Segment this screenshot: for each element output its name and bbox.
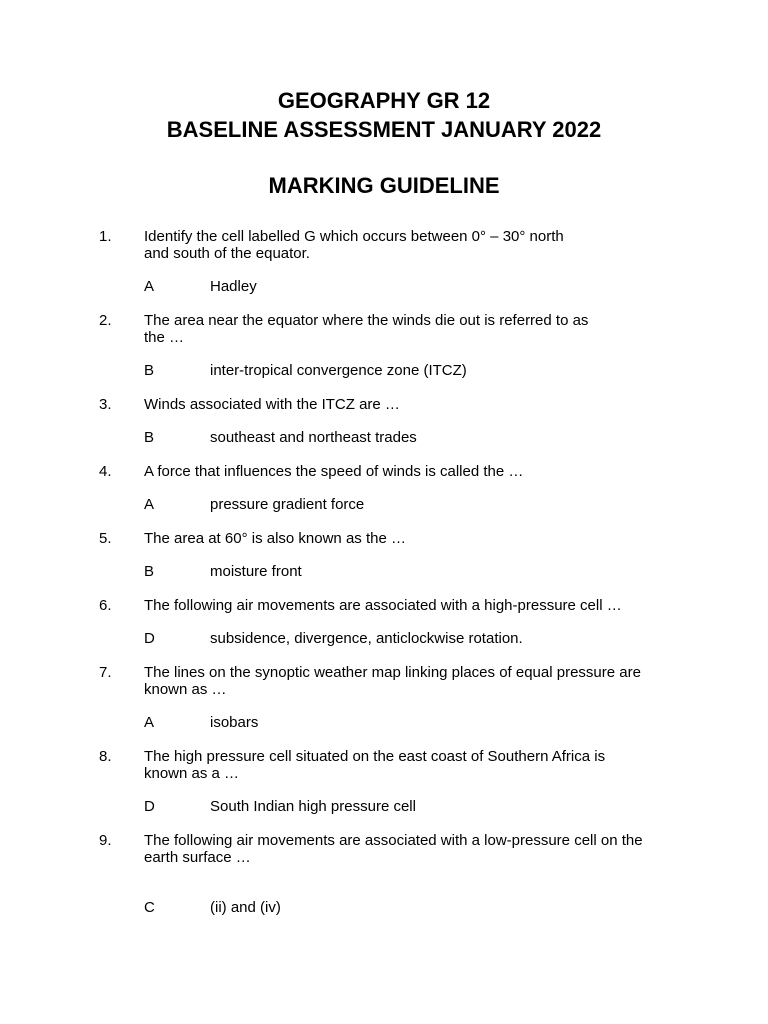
- question-text: [144, 664, 669, 698]
- answer-text: pressure gradient force: [210, 496, 365, 513]
- question-line: known as a …: [144, 765, 240, 782]
- answer-letter: B: [144, 362, 155, 379]
- question-line: known as …: [144, 681, 227, 698]
- answer-letter: A: [144, 278, 155, 295]
- answer-text: inter-tropical convergence zone (ITCZ): [210, 362, 467, 379]
- question-number: 1.: [99, 228, 112, 245]
- question-line: The following air movements are associated with a low-pressure cell on the: [144, 832, 643, 849]
- question-text: [144, 597, 669, 614]
- question-line: The area near the equator where the winds die out is referred to as: [144, 312, 589, 329]
- question-number: 4.: [99, 463, 112, 480]
- question-line: earth surface …: [144, 849, 251, 866]
- question-number: 9.: [99, 832, 112, 849]
- question-line: Identify the cell labelled G which occurs between 0° – 30° north: [144, 228, 564, 245]
- question-line: The high pressure cell situated on the east coast of Southern Africa is: [144, 748, 606, 765]
- question-number: 2.: [99, 312, 112, 329]
- answer-letter: A: [144, 496, 155, 513]
- question-line: the …: [144, 329, 185, 346]
- answer-letter: B: [144, 429, 155, 446]
- answer-text: isobars: [210, 714, 259, 731]
- question-number: 7.: [99, 664, 112, 681]
- answer-text: South Indian high pressure cell: [210, 798, 416, 815]
- question-number: 3.: [99, 396, 112, 413]
- document-title: GEOGRAPHY GR 12: [277, 88, 491, 113]
- answer-text: moisture front: [210, 563, 302, 580]
- question-number: 5.: [99, 530, 112, 547]
- answer-text: subsidence, divergence, anticlockwise rotation.: [210, 630, 523, 647]
- question-line: and south of the equator.: [144, 245, 310, 262]
- question-text: [144, 463, 669, 480]
- answer-text: Hadley: [210, 278, 257, 295]
- answer-text: southeast and northeast trades: [210, 429, 417, 446]
- question-number: 8.: [99, 748, 112, 765]
- answer-letter: D: [144, 798, 155, 815]
- question-line: Winds associated with the ITCZ are …: [144, 396, 400, 413]
- question-text: [144, 396, 669, 413]
- question-line: A force that influences the speed of winds is called the …: [144, 463, 524, 480]
- question-line: The area at 60° is also known as the …: [144, 530, 406, 547]
- question-text: [144, 312, 669, 346]
- document-subtitle: BASELINE ASSESSMENT JANUARY 2022: [166, 117, 602, 142]
- answer-letter: B: [144, 563, 155, 580]
- answer-text: (ii) and (iv): [210, 899, 281, 916]
- question-number: 6.: [99, 597, 112, 614]
- section-heading: MARKING GUIDELINE: [268, 173, 500, 198]
- answer-letter: D: [144, 630, 155, 647]
- question-text: [144, 832, 669, 866]
- question-line: The lines on the synoptic weather map linking places of equal pressure are: [144, 664, 641, 681]
- answer-letter: A: [144, 714, 155, 731]
- question-text: [144, 748, 669, 782]
- question-line: The following air movements are associated with a high-pressure cell …: [144, 597, 622, 614]
- question-text: [144, 530, 669, 547]
- question-text: [144, 228, 669, 262]
- answer-letter: C: [144, 899, 155, 916]
